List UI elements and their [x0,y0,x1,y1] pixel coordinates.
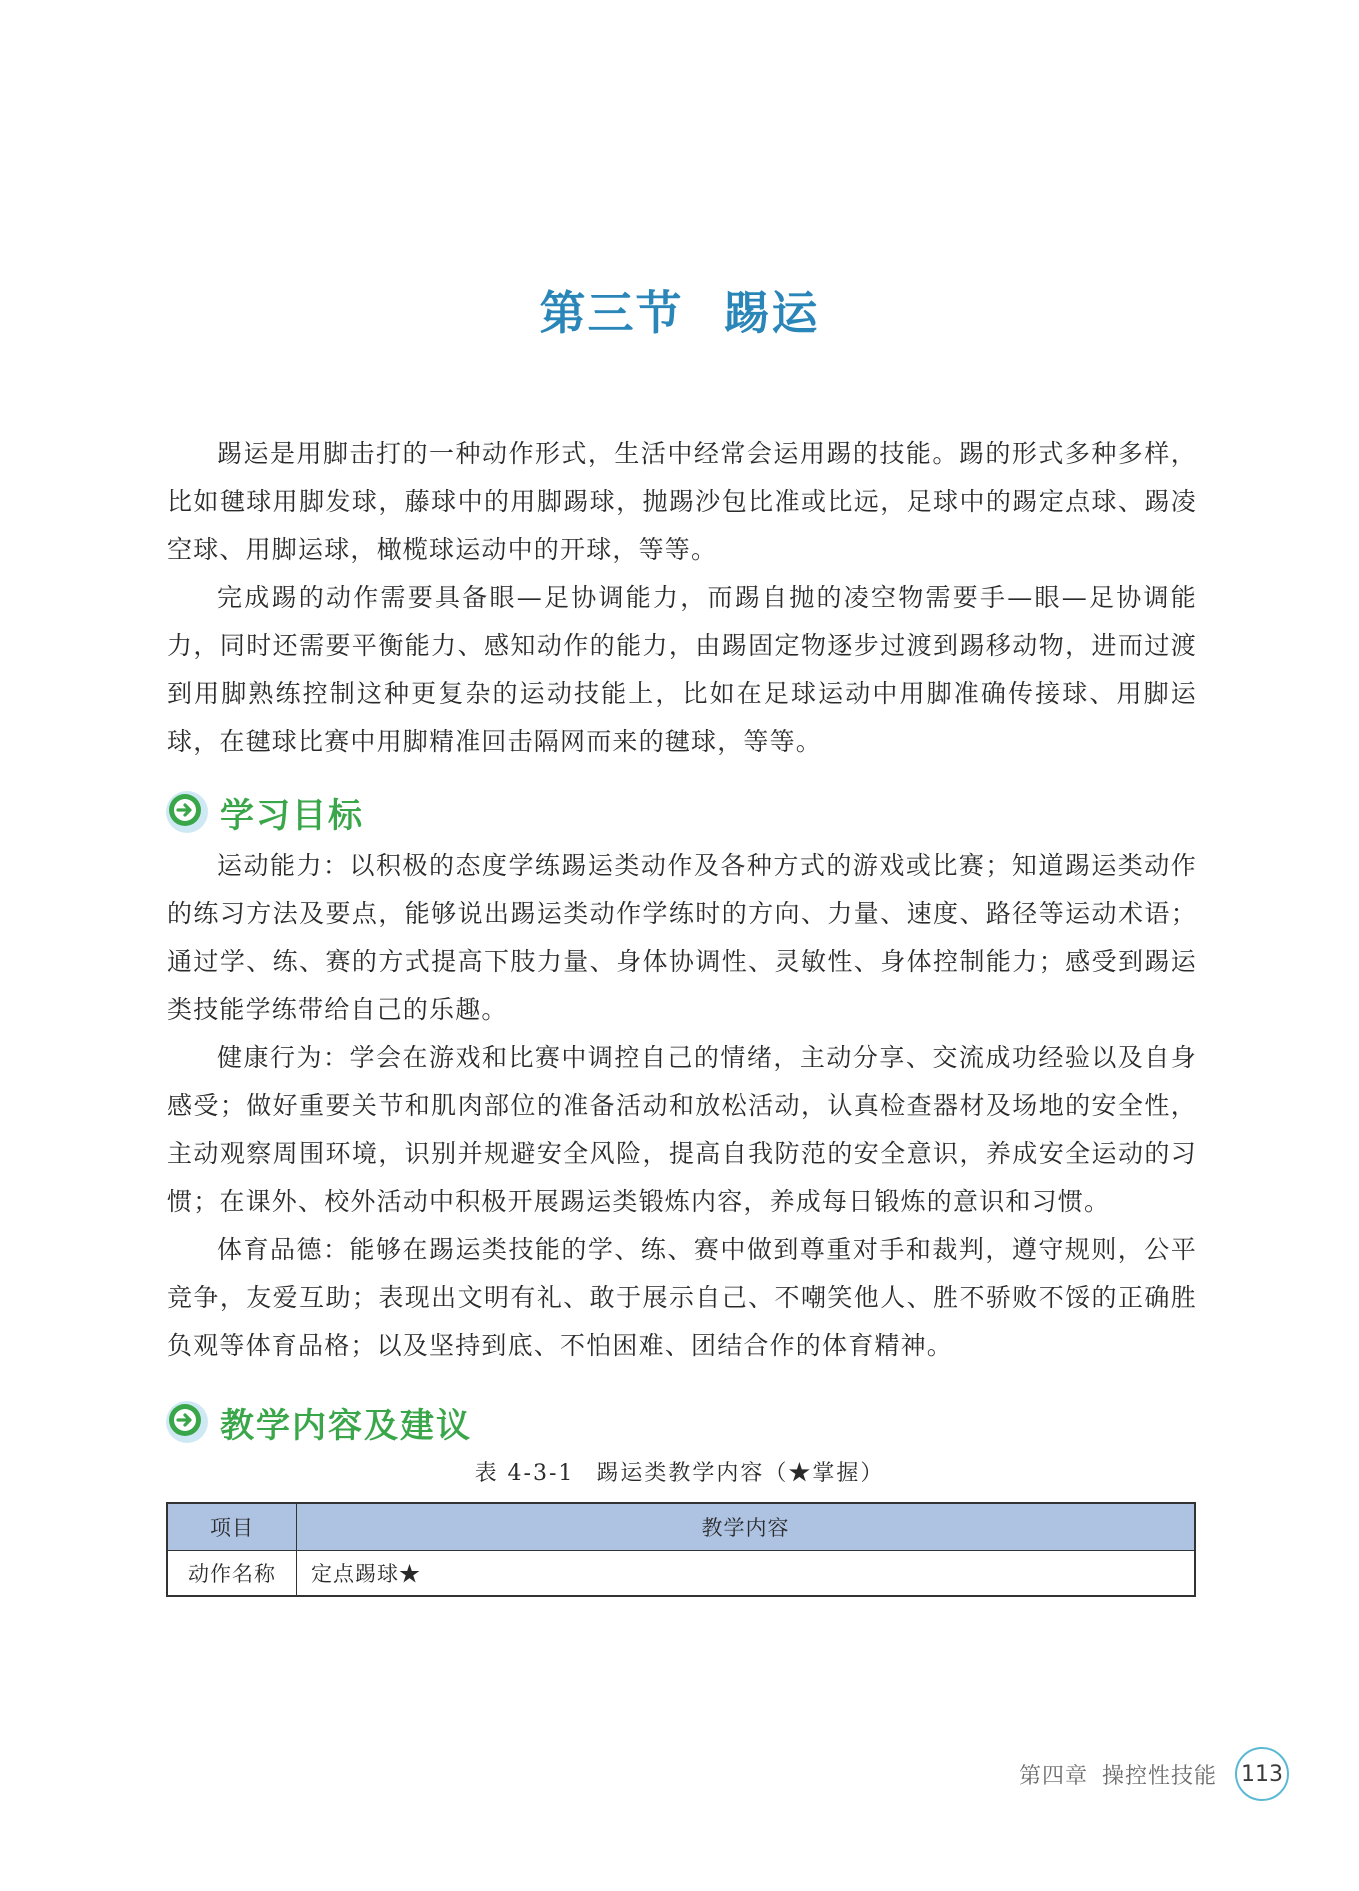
page-title-section: 第三节 [539,286,684,340]
objective-paragraph-sports-ethics: 体育品德：能够在踢运类技能的学、练、赛中做到尊重对手和裁判，遵守规则，公平竞争，友爱互助；表现出文明有礼、敢于展示自己、不嘲笑他人、胜不骄败不馁的正确胜负观等体育品格；以及坚持到底、不怕困难、团结合作的体育精神。 [167,1235,1197,1360]
section-heading-label: 学习目标 [220,795,364,836]
intro-paragraph-2: 完成踢的动作需要具备眼—足协调能力，而踢自抛的凌空物需要手—眼—足协调能力，同时还需要平衡能力、感知动作的能力，由踢固定物逐步过渡到踢移动物，进而过渡到用脚熟练控制这种更复杂的运动技能上，比如在足球运动中用脚准确传接球、用脚运球，在毽球比赛中用脚精准回击隔网而来的毽球，等等。 [167,583,1197,756]
page-title-topic: 踢运 [723,286,820,340]
table-caption-number: 表 4-3-1 [474,1461,575,1486]
table-caption-text: 踢运类教学内容（★掌握） [596,1461,885,1486]
footer-chapter-title: 操控性技能 [1101,1763,1217,1789]
footer-chapter-number: 第四章 [1018,1763,1088,1789]
table-caption [0,1456,1359,1487]
page-title [0,277,1359,343]
table-header-item: 项目 [167,1503,297,1551]
table-cell-content: 定点踢球★ [297,1551,1196,1597]
teaching-content-table [166,1502,1196,1597]
arrow-circle-icon [164,789,210,835]
objective-paragraph-motor-ability: 运动能力：以积极的态度学练踢运类动作及各种方式的游戏或比赛；知道踢运类动作的练习方法及要点，能够说出踢运类动作学练时的方向、力量、速度、路径等运动术语；通过学、练、赛的方式提高下肢力量、身体协调性、灵敏性、身体控制能力；感受到踢运类技能学练带给自己的乐趣。 [167,851,1197,1024]
section-heading-label: 教学内容及建议 [220,1405,472,1446]
page-footer [1019,1747,1289,1801]
section-heading-objectives [164,786,364,838]
intro-paragraph-1: 踢运是用脚击打的一种动作形式，生活中经常会运用踢的技能。踢的形式多种多样，比如毽球用脚发球，藤球中的用脚踢球，抛踢沙包比准或比远，足球中的踢定点球、踢凌空球、用脚运球，橄榄球运动中的开球，等等。 [167,439,1197,564]
section-heading-teaching [164,1396,472,1448]
objective-paragraph-health-behavior: 健康行为：学会在游戏和比赛中调控自己的情绪，主动分享、交流成功经验以及自身感受；做好重要关节和肌肉部位的准备活动和放松活动，认真检查器材及场地的安全性，主动观察周围环境，识别并规避安全风险，提高自我防范的安全意识，养成安全运动的习惯；在课外、校外活动中积极开展踢运类锻炼内容，养成每日锻炼的意识和习惯。 [167,1043,1197,1216]
table-header-row [167,1503,1195,1551]
page-number: 113 [1235,1747,1289,1801]
table-cell-item: 动作名称 [167,1551,297,1597]
table-header-content: 教学内容 [297,1503,1196,1551]
footer-chapter [1019,1759,1217,1790]
table-row [167,1551,1195,1597]
arrow-circle-icon [164,1399,210,1445]
